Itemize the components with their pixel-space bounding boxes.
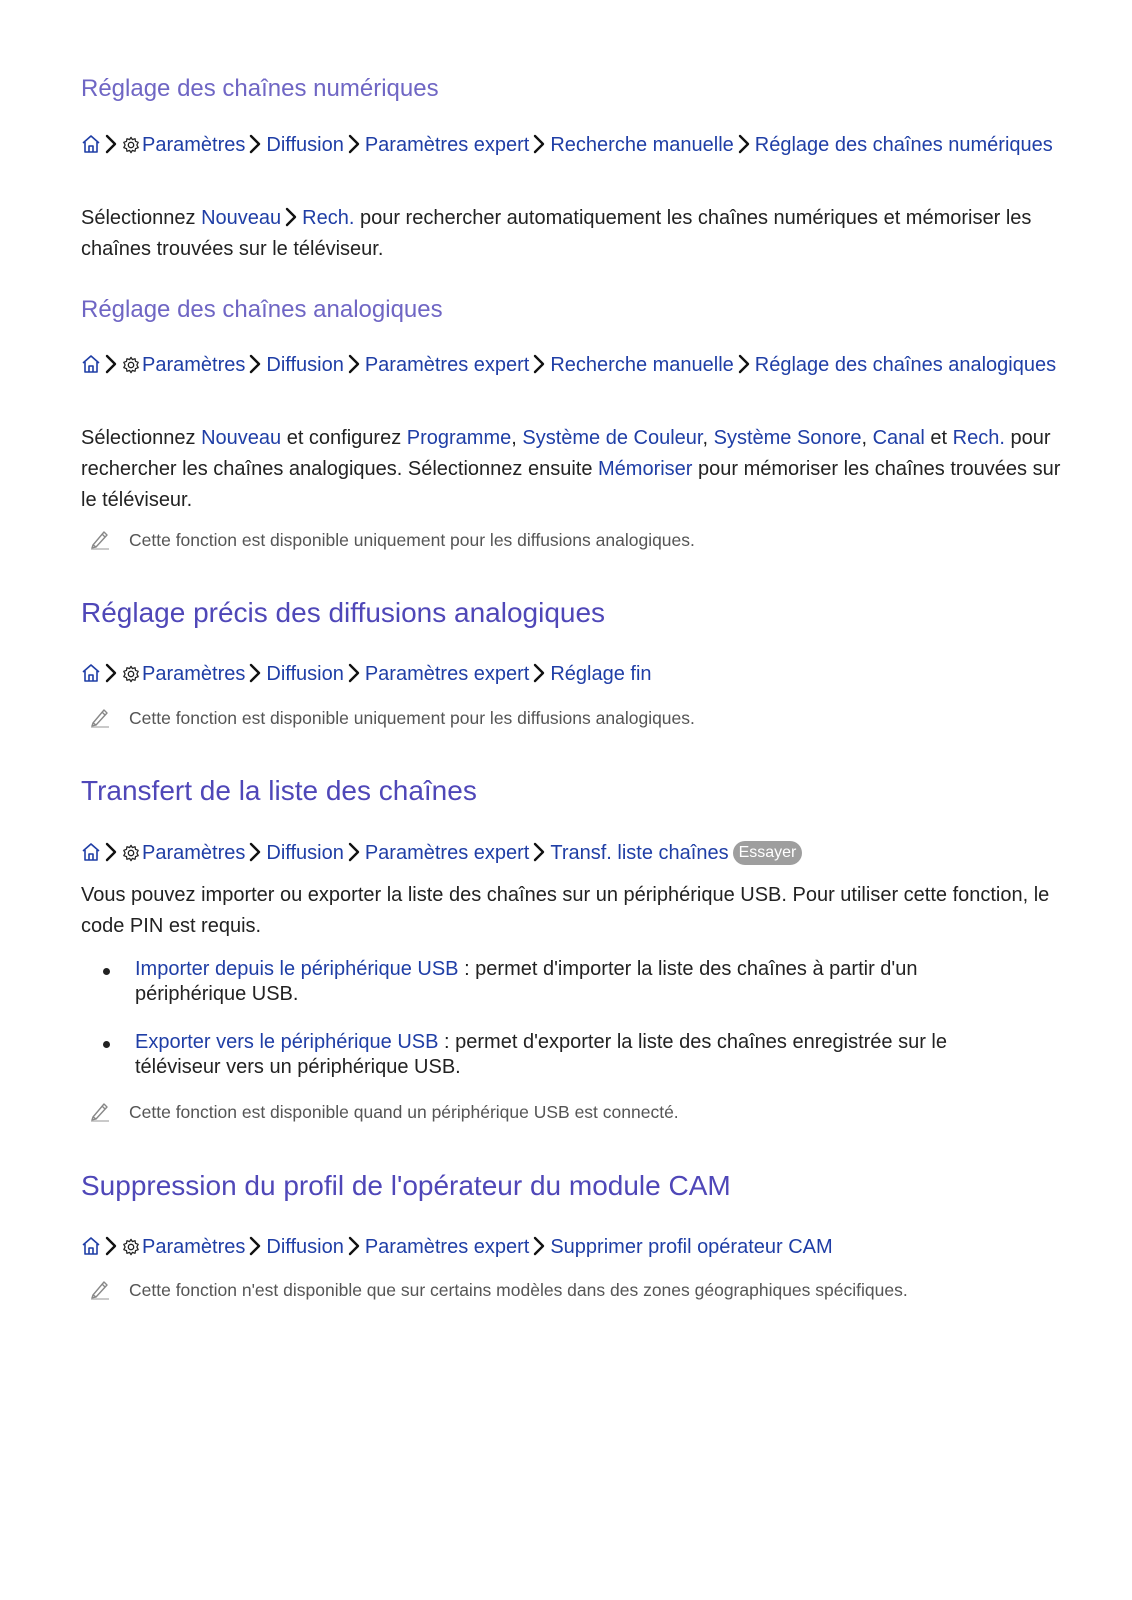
chevron-right-icon (532, 134, 546, 154)
text: et (924, 427, 953, 449)
crumb-broadcast[interactable]: Diffusion (266, 663, 344, 685)
link-channel[interactable]: Canal (872, 427, 925, 449)
text: pour rechercher automatiquement les chaînes numériques et mémoriser les chaînes trouvées sur le téléviseur. (81, 207, 1032, 260)
link-import-usb[interactable]: Importer depuis le périphérique USB (135, 958, 459, 980)
channel-list-transfer-description: Vous pouvez importer ou exporter la liste des chaînes sur un périphérique USB. Pour utiliser cette fonction, le code PIN est requis. (81, 884, 1050, 937)
crumb-settings[interactable]: Paramètres (142, 663, 246, 685)
text: Sélectionnez (81, 207, 202, 229)
crumb-delete-cam-profile[interactable]: Supprimer profil opérateur CAM (550, 1236, 833, 1258)
chevron-right-icon (104, 663, 118, 683)
home-icon[interactable] (81, 354, 101, 374)
text: : permet d'importer la liste des chaînes à partir d'un périphérique USB. (135, 958, 918, 1005)
link-search[interactable]: Rech. (302, 207, 355, 229)
crumb-expert-settings[interactable]: Paramètres expert (364, 1236, 530, 1258)
home-icon[interactable] (81, 1236, 101, 1256)
link-new[interactable]: Nouveau (201, 207, 282, 229)
chevron-right-icon (248, 134, 262, 154)
crumb-manual-search[interactable]: Recherche manuelle (550, 354, 734, 376)
link-sound-system[interactable]: Système Sonore (713, 427, 862, 449)
chevron-right-icon (347, 842, 361, 862)
analog-tuning-description (81, 423, 1066, 516)
bullet-dot (103, 1041, 110, 1048)
section-cam-profile-delete-title: Suppression du profil de l'opérateur du module CAM (81, 1170, 731, 1201)
chevron-right-icon (248, 842, 262, 862)
home-icon[interactable] (81, 134, 101, 154)
crumb-settings[interactable]: Paramètres (142, 1236, 246, 1258)
text: , (702, 427, 714, 449)
chevron-right-icon (532, 842, 546, 862)
chevron-right-icon (347, 354, 361, 374)
breadcrumb-cam-profile (81, 1232, 1071, 1262)
gear-icon (122, 136, 140, 154)
gear-icon (122, 665, 140, 683)
breadcrumb-analog-tuning (81, 350, 1071, 380)
digital-tuning-description (81, 203, 1066, 265)
section-digital-tuning-title: Réglage des chaînes numériques (81, 75, 439, 102)
home-icon[interactable] (81, 663, 101, 683)
crumb-settings[interactable]: Paramètres (142, 134, 246, 156)
chevron-right-icon (532, 354, 546, 374)
chevron-right-icon (284, 207, 298, 227)
text: : permet d'exporter la liste des chaînes enregistrée sur le téléviseur vers un périphérique USB. (135, 1031, 947, 1078)
crumb-settings[interactable]: Paramètres (142, 354, 246, 376)
text: , (861, 427, 873, 449)
section-analog-fine-tune-title: Réglage précis des diffusions analogiques (81, 597, 606, 628)
note-text: Cette fonction est disponible quand un périphérique USB est connecté. (129, 1102, 679, 1122)
gear-icon (122, 1238, 140, 1256)
crumb-fine-tune[interactable]: Réglage fin (550, 663, 652, 685)
chevron-right-icon (737, 354, 751, 374)
link-store[interactable]: Mémoriser (598, 458, 693, 480)
breadcrumb-fine-tune (81, 659, 1071, 689)
chevron-right-icon (347, 134, 361, 154)
gear-icon (122, 844, 140, 862)
link-search[interactable]: Rech. (952, 427, 1005, 449)
crumb-broadcast[interactable]: Diffusion (266, 842, 344, 864)
chevron-right-icon (104, 842, 118, 862)
text: Sélectionnez (81, 427, 202, 449)
crumb-analog-tuning[interactable]: Réglage des chaînes analogiques (754, 354, 1057, 376)
crumb-broadcast[interactable]: Diffusion (266, 134, 344, 156)
link-export-usb[interactable]: Exporter vers le périphérique USB (135, 1031, 439, 1053)
chevron-right-icon (248, 354, 262, 374)
chevron-right-icon (532, 1236, 546, 1256)
link-new[interactable]: Nouveau (201, 427, 282, 449)
pencil-icon (89, 528, 111, 550)
section-analog-tuning-title: Réglage des chaînes analogiques (81, 296, 443, 323)
chevron-right-icon (104, 354, 118, 374)
pencil-icon (89, 706, 111, 728)
crumb-digital-tuning[interactable]: Réglage des chaînes numériques (754, 134, 1053, 156)
note-text: Cette fonction n'est disponible que sur certains modèles dans des zones géographiques spécifiques. (129, 1280, 908, 1300)
note-text: Cette fonction est disponible uniquement pour les diffusions analogiques. (129, 530, 695, 550)
chevron-right-icon (104, 1236, 118, 1256)
section-channel-list-transfer-title: Transfert de la liste des chaînes (81, 775, 477, 806)
crumb-channel-list-transfer[interactable]: Transf. liste chaînes (550, 842, 729, 864)
crumb-manual-search[interactable]: Recherche manuelle (550, 134, 734, 156)
chevron-right-icon (347, 1236, 361, 1256)
list-item-text (135, 1030, 1015, 1080)
try-badge[interactable]: Essayer (733, 841, 803, 865)
gear-icon (122, 356, 140, 374)
chevron-right-icon (347, 663, 361, 683)
chevron-right-icon (248, 1236, 262, 1256)
bullet-dot (103, 968, 110, 975)
text: pour mémoriser les chaînes trouvées sur le téléviseur. (81, 458, 1061, 511)
chevron-right-icon (248, 663, 262, 683)
crumb-expert-settings[interactable]: Paramètres expert (364, 354, 530, 376)
link-color-system[interactable]: Système de Couleur (522, 427, 703, 449)
home-icon[interactable] (81, 842, 101, 862)
list-item-text (135, 957, 1015, 1007)
link-program[interactable]: Programme (406, 427, 512, 449)
crumb-expert-settings[interactable]: Paramètres expert (364, 842, 530, 864)
crumb-expert-settings[interactable]: Paramètres expert (364, 134, 530, 156)
breadcrumb-channel-list-transfer (81, 838, 1071, 868)
text: , (511, 427, 523, 449)
chevron-right-icon (737, 134, 751, 154)
crumb-broadcast[interactable]: Diffusion (266, 1236, 344, 1258)
chevron-right-icon (104, 134, 118, 154)
text: pour rechercher les chaînes analogiques. Sélectionnez ensuite (81, 427, 1051, 480)
crumb-expert-settings[interactable]: Paramètres expert (364, 663, 530, 685)
text: et configurez (281, 427, 407, 449)
breadcrumb-digital-tuning (81, 130, 1071, 160)
pencil-icon (89, 1100, 111, 1122)
pencil-icon (89, 1278, 111, 1300)
crumb-settings[interactable]: Paramètres (142, 842, 246, 864)
crumb-broadcast[interactable]: Diffusion (266, 354, 344, 376)
note-text: Cette fonction est disponible uniquement pour les diffusions analogiques. (129, 708, 695, 728)
chevron-right-icon (532, 663, 546, 683)
